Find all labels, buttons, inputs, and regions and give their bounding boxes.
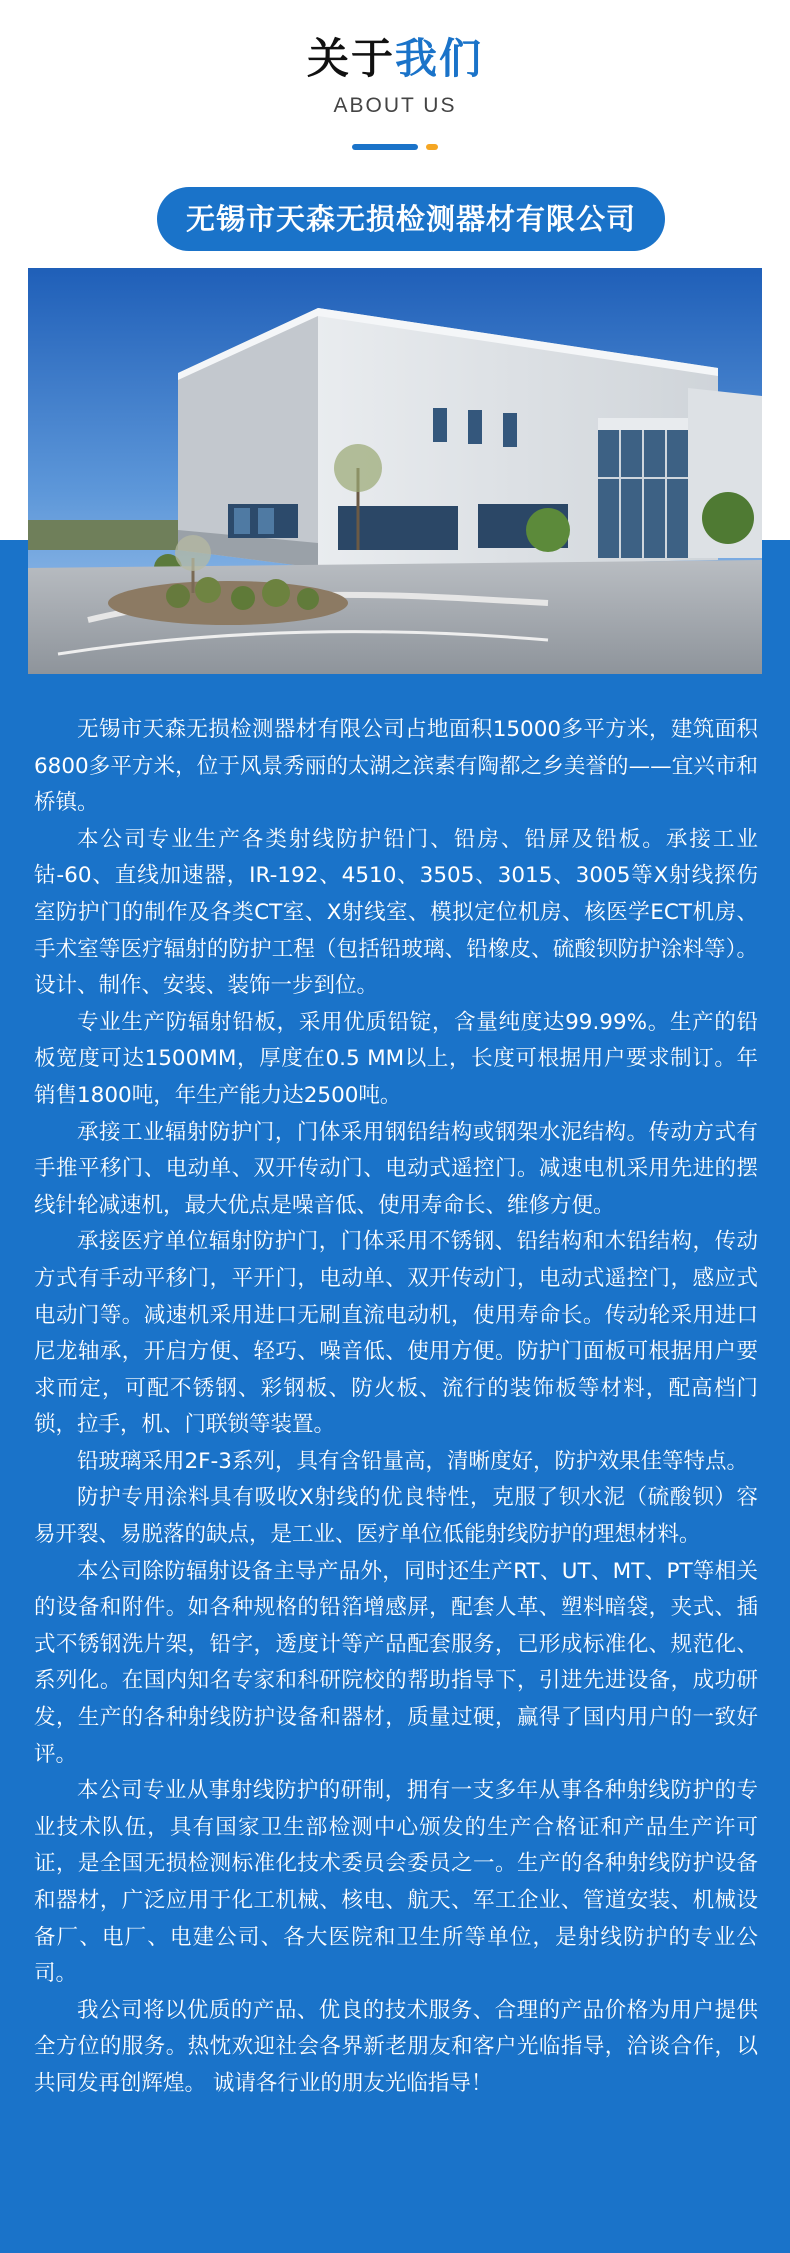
paragraph: 承接医疗单位辐射防护门，门体采用不锈钢、铅结构和木铅结构，传动方式有手动平移门，平开门，电动单、双开传动门，电动式遥控门，感应式电动门等。减速机采用进口无刷直流电动机，使用寿命长。传动轮采用进口尼龙轴承，开启方便、轻巧、噪音低、使用方便。防护门面板可根据用户要求而定，可配不锈钢、彩钢板、防火板、流行的装饰板等材料，配高档门锁，拉手，机、门联锁等装置。 (34, 1229, 758, 1438)
paragraph: 本公司除防辐射设备主导产品外，同时还生产RT、UT、MT、PT等相关的设备和附件。如各种规格的铅箔增感屏，配套人革、塑料暗袋，夹式、插式不锈钢洗片架，铅字，透度计等产品配套服务，已形成标准化、规范化、系列化。在国内知名专家和科研院校的帮助指导下，引进先进设备，成功研发，生产的各种射线防护设备和器材，质量过硬，赢得了国内用户的一致好评。 (34, 1558, 758, 1767)
company-name-badge: 无锡市天森无损检测器材有限公司 (157, 187, 665, 251)
page-title (0, 30, 790, 88)
paragraph: 本公司专业生产各类射线防护铅门、铅房、铅屏及铅板。承接工业钴-60、直线加速器，IR-192、4510、3505、3015、3005等X射线探伤室防护门的制作及各类CT室、X射线室、模拟定位机房、核医学ECT机房、手术室等医疗辐射的防护工程（包括铅玻璃、铅橡皮、硫酸钡防护涂料等）。设计、制作、安装、装饰一步到位。 (34, 826, 758, 999)
company-description (34, 712, 758, 2103)
building-photo (28, 268, 762, 674)
paragraph: 承接工业辐射防护门，门体采用钢铅结构或钢架水泥结构。传动方式有手推平移门、电动单、双开传动门、电动式遥控门。减速电机采用先进的摆线针轮减速机，最大优点是噪音低、使用寿命长、维修方便。 (34, 1119, 758, 1218)
paragraph: 无锡市天森无损检测器材有限公司占地面积15000多平方米，建筑面积6800多平方米，位于风景秀丽的太湖之滨素有陶都之乡美誉的——宜兴市和桥镇。 (34, 717, 758, 816)
section-header (0, 30, 790, 118)
paragraph: 我公司将以优质的产品、优良的技术服务、合理的产品价格为用户提供全方位的服务。热忱欢迎社会各界新老朋友和客户光临指导，洽谈合作，以共同发再创辉煌。 诚请各行业的朋友光临指导！ (34, 1997, 758, 2096)
title-part-2: 我们 (395, 34, 484, 83)
page-subtitle: ABOUT US (333, 94, 457, 117)
underline-orange (426, 144, 438, 150)
underline-blue (352, 144, 418, 150)
paragraph: 铅玻璃采用2F-3系列，具有含铅量高，清晰度好，防护效果佳等特点。 (77, 1448, 748, 1474)
title-underline (0, 144, 790, 151)
paragraph: 防护专用涂料具有吸收X射线的优良特性，克服了钡水泥（硫酸钡）容易开裂、易脱落的缺点，是工业、医疗单位低能射线防护的理想材料。 (34, 1485, 758, 1548)
title-part-1: 关于 (306, 34, 395, 83)
paragraph: 专业生产防辐射铅板，采用优质铅锭，含量纯度达99.99%。生产的铅板宽度可达1500MM，厚度在0.5 MM以上，长度可根据用户要求制订。年销售1800吨，年生产能力达2500吨。 (34, 1009, 758, 1108)
paragraph: 本公司专业从事射线防护的研制，拥有一支多年从事各种射线防护的专业技术队伍，具有国家卫生部检测中心颁发的生产合格证和产品生产许可证，是全国无损检测标准化技术委员会委员之一。生产的各种射线防护设备和器材，广泛应用于化工机械、核电、航天、军工企业、管道安装、机械设备厂、电厂、电建公司、各大医院和卫生所等单位，是射线防护的专业公司。 (34, 1778, 758, 1987)
